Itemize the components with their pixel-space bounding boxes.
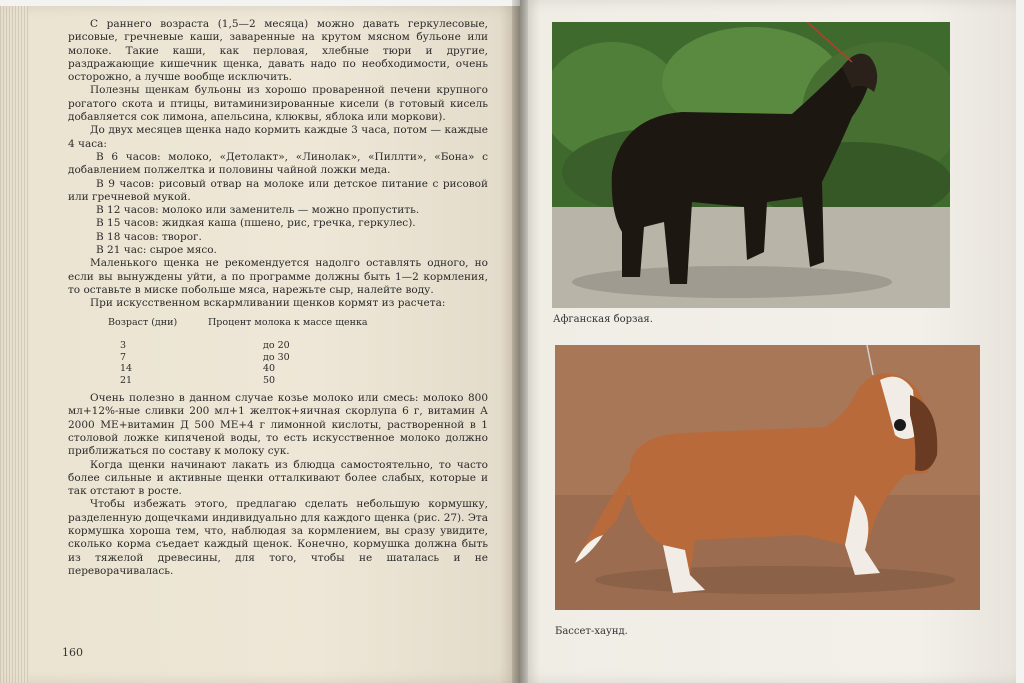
paragraph: До двух месяцев щенка надо кормить каждые 3 часа, потом — каждые 4 часа: (68, 124, 488, 150)
paragraph: Очень полезно в данном случае козье молоко или смесь: молоко 800 мл+12%-ные сливки 200 мл+1 желток+яичная скорлупа 6 г, витамин А 2000 МЕ+витамин Д 500 МЕ+4 г лимонной кислоты, растворенной в 1 столовой ложке кипяченой воды, то есть искусственное молоко должно приближаться по составу к молоку сук. (68, 392, 488, 458)
photo-caption: Бассет-хаунд. (555, 626, 628, 637)
table-row (68, 375, 488, 387)
feeding-table (68, 317, 488, 387)
schedule-line: В 12 часов: молоко или заменитель — можно пропустить. (96, 204, 420, 217)
paragraph: Чтобы избежать этого, предлагаю сделать небольшую кормушку, разделенную дощечками индивидуально для каждого щенка (рис. 27). Эта кормушка хороша тем, что, наблюдая за кормлением, вы сразу увидите, сколько корма съедает каждый щенок. Конечно, кормушка должна быть из тяжелой древесины, для того, чтобы не шаталась и не переворачивалась. (68, 498, 488, 577)
paragraph: Полезны щенкам бульоны из хорошо проваренной печени крупного рогатого скота и птицы, витаминизированные кисели (в готовый кисель добавляется сок лимона, апельсина, клюквы, яблока или моркови). (68, 84, 488, 124)
schedule-line: В 15 часов: жидкая каша (пшено, рис, гречка, геркулес). (96, 217, 416, 230)
paragraph: Маленького щенка не рекомендуется надолго оставлять одного, но если вы вынуждены уйти, а по программе должны быть 1—2 кормления, то оставьте в миске побольше мяса, нарежьте сыр, налейте воду. (68, 257, 488, 296)
percent-cell: до 20 (263, 340, 290, 352)
basset-hound-photo (555, 345, 980, 610)
left-page (0, 6, 520, 683)
afghan-hound-photo (552, 22, 950, 308)
book-gutter (512, 0, 528, 683)
age-cell: 3 (120, 340, 127, 352)
table-row (68, 352, 488, 364)
paragraph: Когда щенки начинают лакать из блюдца самостоятельно, то часто более сильные и активные щенки отталкивают более слабых, которые и так отстают в росте. (68, 458, 488, 498)
paragraph: При искусственном вскармливании щенков кормят из расчета: (90, 297, 446, 310)
page-number: 160 (62, 646, 83, 659)
schedule-line: В 18 часов: творог. (96, 230, 202, 243)
percent-cell: до 30 (263, 351, 290, 363)
basset-hound-illustration (555, 345, 980, 610)
age-cell: 21 (120, 374, 133, 386)
schedule-line: В 21 час: сырое мясо. (96, 244, 217, 257)
column-header-age: Возраст (дни) (108, 316, 178, 328)
percent-cell: 40 (263, 363, 276, 375)
percent-cell: 50 (263, 374, 276, 386)
paragraph: С раннего возраста (1,5—2 месяца) можно давать геркулесовые, рисовые, гречневые каши, заваренные на крутом мясном бульоне или молоке. Такие каши, как перловая, хлебные тюри и другие, раздражающие кишечник щенка, давать надо по необходимости, очень осторожно, а лучше вообще исключить. (68, 18, 488, 84)
feeding-table-header (68, 317, 488, 329)
photo-caption: Афганская борзая. (553, 314, 653, 325)
schedule-line: В 6 часов: молоко, «Детолакт», «Линолак», «Пиллти», «Бона» с добавлением полжелтка и половины чайной ложки меда. (68, 150, 488, 177)
left-page-text (68, 18, 488, 578)
table-row (68, 363, 488, 375)
age-cell: 7 (120, 351, 127, 363)
age-cell: 14 (120, 363, 133, 375)
table-row (68, 340, 488, 352)
column-header-percent: Процент молока к массе щенка (208, 316, 368, 328)
schedule-line: В 9 часов: рисовый отвар на молоке или детское питание с рисовой или гречневой мукой. (68, 177, 488, 203)
afghan-hound-illustration (552, 22, 950, 308)
